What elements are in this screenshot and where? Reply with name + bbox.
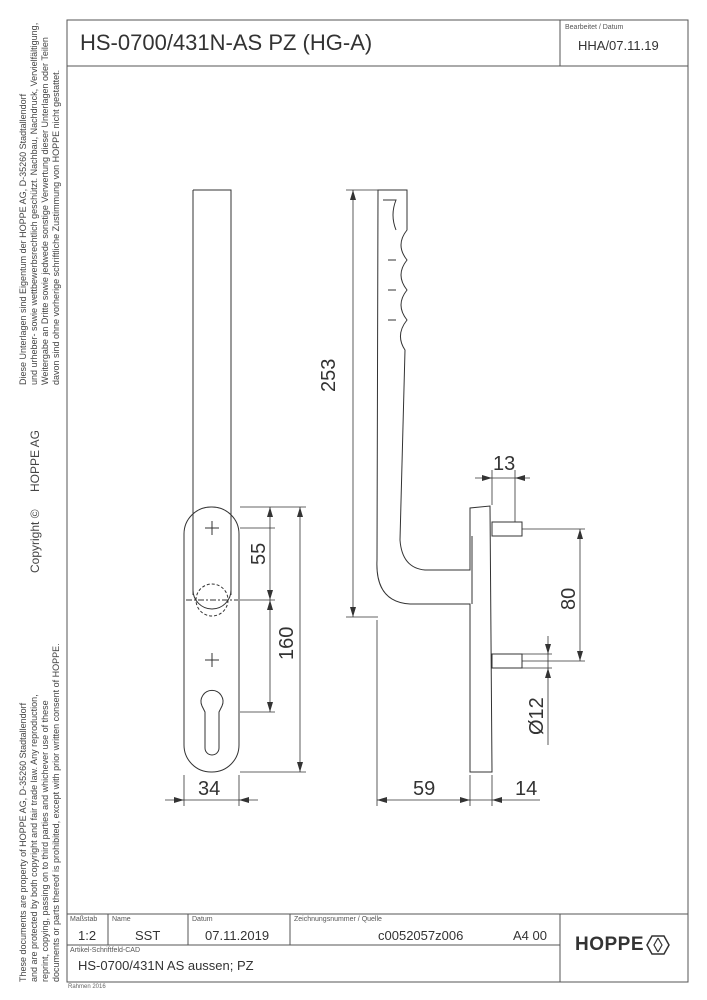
dim-160: 160 (276, 626, 298, 660)
name-value: SST (135, 928, 161, 943)
paper-format: A4 00 (513, 928, 547, 943)
side-de-line: Weitergabe an Dritte sowie jedwede sonstige Verwertung dieser Unterlagen oder Teilen (40, 37, 50, 385)
article-value: HS-0700/431N AS aussen; PZ (78, 958, 254, 973)
side-de-line: und urheber- sowie wettbewerbsrechtlich geschützt. Nachbau, Nachdruck, Vervielfältigung, (29, 22, 39, 385)
hoppe-logo (575, 934, 670, 956)
article-label: Artikel-Schriftfeld-CAD (70, 947, 141, 954)
company-name: HOPPE AG (28, 429, 42, 492)
scale-value: 1:2 (78, 928, 97, 943)
edited-label: Bearbeitet / Datum (565, 24, 624, 31)
side-dimensions (346, 190, 585, 806)
side-de-line: Diese Unterlagen sind Eigentum der HOPPE AG, D-35260 Stadtallendorf (18, 93, 28, 385)
dim-diameter-12: Ø12 (526, 697, 548, 735)
drawing-title: HS-0700/431N-AS PZ (HG-A) (80, 30, 373, 55)
dim-34: 34 (198, 778, 221, 800)
side-en-line: and are protected by both copyright and fair trade law. Any reproduction, (29, 694, 39, 982)
dim-13: 13 (493, 453, 516, 475)
date-value: 07.11.2019 (205, 928, 270, 943)
side-view (377, 190, 522, 772)
edited-value: HHA/07.11.19 (578, 38, 659, 53)
dim-55: 55 (248, 542, 270, 565)
drawing-number-label: Zeichnungsnummer / Quelle (294, 916, 382, 923)
dim-59: 59 (413, 778, 436, 800)
dim-14: 14 (515, 778, 538, 800)
name-label: Name (112, 916, 131, 923)
side-en-line: documents or parts thereof is prohibited, except with prior written consent of HOPPE. (51, 643, 61, 982)
brand-name: HOPPE (575, 934, 645, 955)
copyright-notice-de (18, 23, 62, 385)
copyright-label: Copyright © (28, 509, 42, 573)
front-view (184, 190, 239, 772)
hoppe-logo-mark-icon (646, 935, 670, 955)
drawing-number-value: c0052057z006 (378, 928, 464, 943)
dim-80: 80 (558, 587, 580, 610)
side-de-line: davon sind ohne vorherige schriftliche Zustimmung von HOPPE nicht gestattet. (51, 69, 61, 385)
side-en-line: reprint, copying, passing on to third parties and whichever use of these (40, 700, 50, 982)
scale-label: Maßstab (70, 916, 98, 923)
copyright-notice-en (18, 643, 62, 982)
date-label: Datum (192, 916, 213, 923)
frame-note: Rahmen 2016 (68, 984, 106, 990)
side-en-line: These documents are property of HOPPE AG, D-35260 Stadtallendorf (18, 702, 28, 982)
dim-253: 253 (318, 358, 340, 392)
